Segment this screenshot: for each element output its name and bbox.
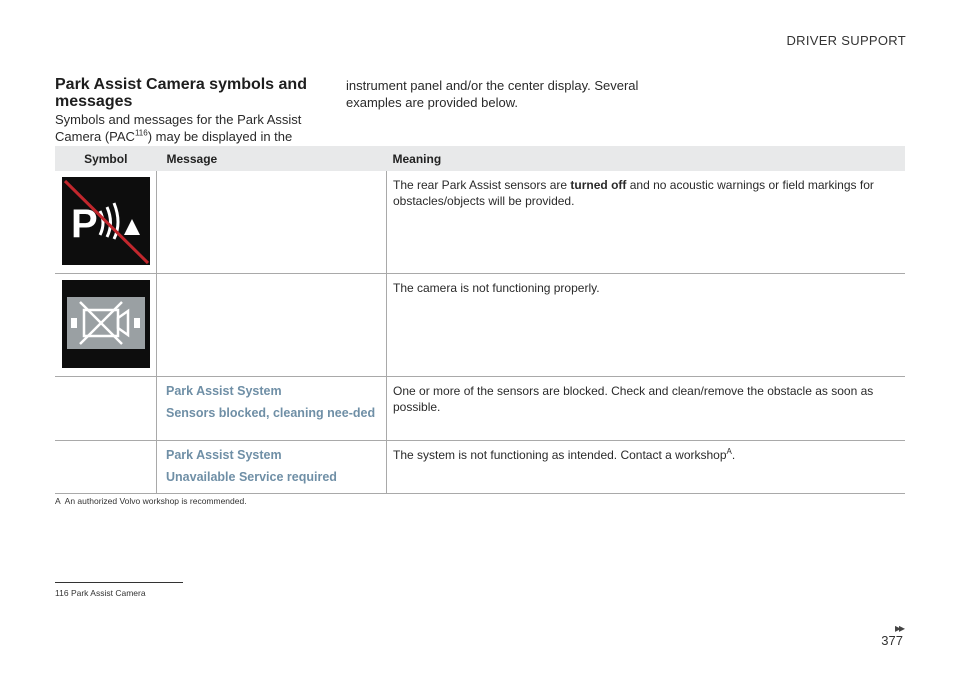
meaning-text: The rear Park Assist sensors are xyxy=(393,178,571,192)
page-footnote xyxy=(55,588,146,598)
symbol-cell xyxy=(55,171,157,274)
table-row xyxy=(55,274,905,377)
message-line-detail: Sensors blocked, cleaning nee-ded xyxy=(166,406,376,420)
symbol-cell xyxy=(55,274,157,377)
footnote-text-116: Park Assist Camera xyxy=(70,588,146,598)
camera-malfunction-graphic xyxy=(62,280,150,368)
intro-text-part2: ) may be displayed in the xyxy=(147,129,293,144)
intro-text-part1: Symbols and messages for the Park Assist Camera (PAC xyxy=(55,112,302,144)
park-sensors-off-icon xyxy=(62,177,150,265)
footnote-mark-116: 116 xyxy=(55,588,69,598)
meaning-text: The system is not functioning as intended. Contact a workshop xyxy=(393,448,727,462)
table-row xyxy=(55,171,905,274)
column-header-message: Message xyxy=(157,146,387,171)
section-header: DRIVER SUPPORT xyxy=(786,33,906,48)
next-page-icon[interactable]: ▸▸ xyxy=(894,621,903,635)
message-line-title: Park Assist System xyxy=(166,448,282,462)
footnote-divider xyxy=(55,582,183,583)
svg-text:P: P xyxy=(71,202,98,246)
meaning-cell xyxy=(387,441,906,494)
meaning-cell xyxy=(387,171,906,274)
message-line-detail: Unavailable Service required xyxy=(166,470,337,484)
footnote-text-a: An authorized Volvo workshop is recommended. xyxy=(64,496,247,506)
intro-text-left xyxy=(55,111,315,145)
footnote-ref-a[interactable]: A xyxy=(726,447,732,456)
intro-text-right: instrument panel and/or the center display. Several examples are provided below. xyxy=(346,78,639,110)
message-cell xyxy=(157,171,387,274)
footnote-mark-a: A xyxy=(55,496,61,506)
column-header-meaning: Meaning xyxy=(387,146,906,171)
meaning-text-end: . xyxy=(731,448,736,462)
message-cell xyxy=(157,377,387,441)
symbols-table xyxy=(55,146,905,494)
symbol-cell xyxy=(55,441,157,494)
park-sensors-off-graphic xyxy=(62,177,150,265)
meaning-cell: The camera is not functioning properly. xyxy=(387,274,906,377)
table-row xyxy=(55,441,905,494)
footnote-ref-116[interactable]: 116 xyxy=(134,128,148,138)
message-line-title: Park Assist System xyxy=(166,384,282,398)
meaning-cell: One or more of the sensors are blocked. Check and clean/remove the obstacle as soon as possible. xyxy=(387,377,906,441)
page-title: Park Assist Camera symbols and messages xyxy=(55,76,307,110)
table-row xyxy=(55,377,905,441)
table-footnote xyxy=(55,496,247,506)
symbol-cell xyxy=(55,377,157,441)
camera-malfunction-icon xyxy=(62,280,150,368)
table-header-row xyxy=(55,146,905,171)
column-header-symbol: Symbol xyxy=(55,146,157,171)
message-cell xyxy=(157,441,387,494)
page-number: 377 xyxy=(881,633,903,648)
meaning-emphasis: turned off xyxy=(570,178,627,192)
meaning-text-end: and no acoustic warnings or field markings for obstacles/objects will be provided. xyxy=(393,178,874,208)
message-cell xyxy=(157,274,387,377)
